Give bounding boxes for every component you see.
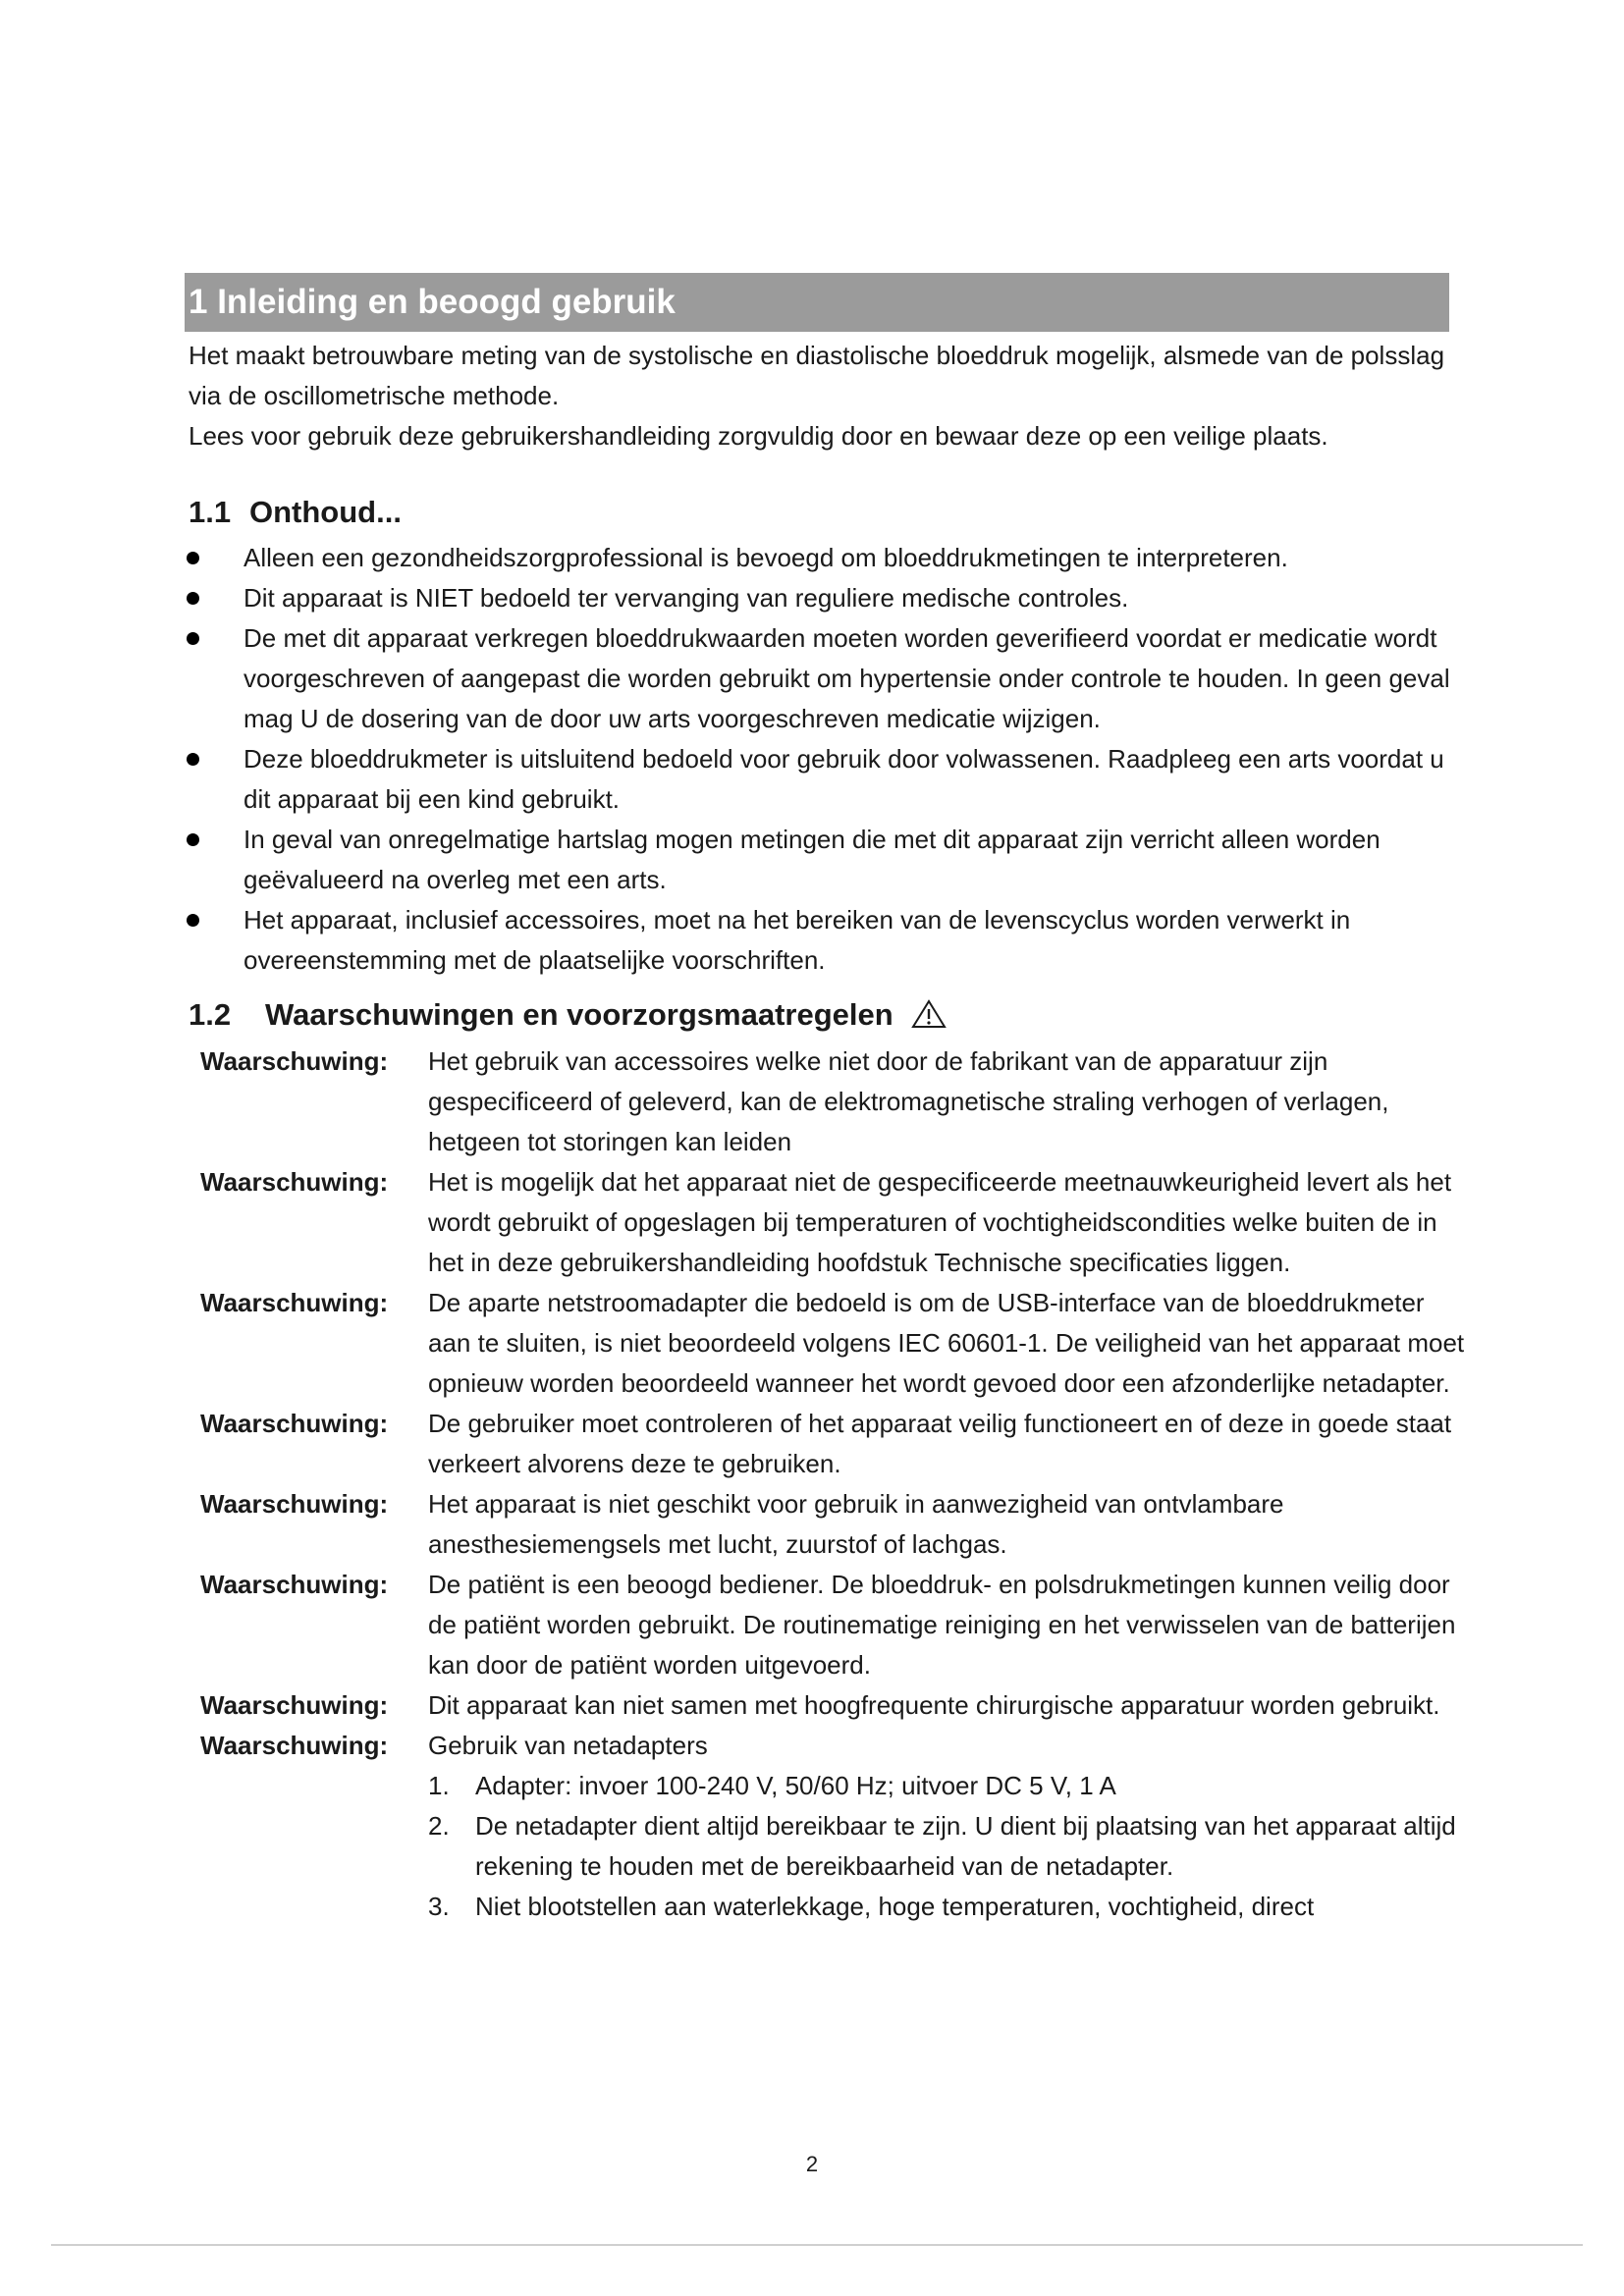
warning-triangle-icon [911, 999, 947, 1037]
list-item: 3. Niet blootstellen aan waterlekkage, hoge temperaturen, vochtigheid, direct [428, 1892, 1315, 1921]
warning-label: Waarschuwing: [200, 1409, 389, 1438]
chapter-title: 1 Inleiding en beoogd gebruik [185, 273, 1449, 332]
warning-label: Waarschuwing: [200, 1167, 389, 1197]
list-item: 2. De netadapter dient altijd bereikbaar te zijn. U dient bij plaatsing van het apparaat altijd rekening te houden met de bereikbaarheid van de netadapter. [428, 1811, 1456, 1881]
warning-item [200, 1685, 1467, 1726]
warning-label: Waarschuwing: [200, 1288, 389, 1317]
warning-item [200, 1283, 1467, 1404]
bullet-icon [187, 753, 199, 766]
list-item: Alleen een gezondheidszorgprofessional is bevoegd om bloeddrukmetingen te interpreteren. [183, 538, 1459, 578]
warning-text [428, 1726, 1467, 1927]
section-heading-1-1 [189, 495, 402, 530]
intro-paragraph: Lees voor gebruik deze gebruikershandleiding zorgvuldig door en bewaar deze op een veilige plaats. [189, 421, 1328, 451]
warning-text: Het apparaat is niet geschikt voor gebruik in aanwezigheid van ontvlambare anesthesiemengsels met lucht, zuurstof of lachgas. [428, 1489, 1284, 1559]
warning-item [200, 1565, 1467, 1685]
warning-text: De patiënt is een beoogd bediener. De bloeddruk- en polsdrukmetingen kunnen veilig door de patiënt worden gebruikt. De routinematige reiniging en het verwisselen van de batterijen kan door de patiënt worden uitgevoerd. [428, 1570, 1456, 1680]
warning-text: Dit apparaat kan niet samen met hoogfrequente chirurgische apparatuur worden gebruikt. [428, 1690, 1440, 1720]
section-heading-1-2 [189, 997, 947, 1037]
warning-item [200, 1162, 1467, 1283]
warning-text: De gebruiker moet controleren of het apparaat veilig functioneert en of deze in goede staat verkeert alvorens deze te gebruiken. [428, 1409, 1452, 1478]
bullet-icon [187, 592, 199, 605]
bullet-icon [187, 632, 199, 645]
adapter-list [428, 1766, 1467, 1927]
adapter-intro: Gebruik van netadapters [428, 1731, 708, 1760]
warning-item [200, 1484, 1467, 1565]
bullet-icon [187, 914, 199, 927]
bullet-icon [187, 833, 199, 846]
list-item: 1. Adapter: invoer 100-240 V, 50/60 Hz; uitvoer DC 5 V, 1 A [428, 1771, 1116, 1800]
warning-item [200, 1404, 1467, 1484]
warning-label: Waarschuwing: [200, 1570, 389, 1599]
warnings-list [200, 1041, 1467, 1927]
reminder-list [183, 538, 1459, 981]
bullet-icon [187, 552, 199, 564]
list-item: Het apparaat, inclusief accessoires, moet na het bereiken van de levenscyclus worden verwerkt in overeenstemming met de plaatselijke voorschriften. [183, 900, 1459, 981]
list-item: Deze bloeddrukmeter is uitsluitend bedoeld voor gebruik door volwassenen. Raadpleeg een arts voordat u dit apparaat bij een kind gebruikt. [183, 739, 1459, 820]
warning-item [200, 1726, 1467, 1927]
warning-text: Het gebruik van accessoires welke niet door de fabrikant van de apparatuur zijn gespecificeerd of geleverd, kan de elektromagnetische straling verhogen of verlagen, hetgeen tot storingen kan leiden [428, 1046, 1389, 1156]
footer-divider [51, 2244, 1583, 2246]
section-number: 1.1 [189, 495, 232, 529]
list-item: In geval van onregelmatige hartslag mogen metingen die met dit apparaat zijn verricht alleen worden geëvalueerd na overleg met een arts. [183, 820, 1459, 900]
section-title: Waarschuwingen en voorzorgsmaatregelen [265, 997, 893, 1032]
list-item: De met dit apparaat verkregen bloeddrukwaarden moeten worden geverifieerd voordat er medicatie wordt voorgeschreven of aangepast die worden gebruikt om hypertensie onder controle te houden. In geen geval mag U de dosering van de door uw arts voorgeschreven medicatie wijzigen. [183, 618, 1459, 739]
warning-label: Waarschuwing: [200, 1489, 389, 1519]
intro-paragraph: Het maakt betrouwbare meting van de systolische en diastolische bloeddruk mogelijk, alsmede van de polsslag via de oscillometrische methode. [189, 341, 1445, 410]
section-title: Onthoud... [249, 495, 402, 529]
warning-item [200, 1041, 1467, 1162]
section-number: 1.2 [189, 997, 232, 1032]
warning-text: De aparte netstroomadapter die bedoeld is om de USB-interface van de bloeddrukmeter aan te sluiten, is niet beoordeeld volgens IEC 60601-1. De veiligheid van het apparaat moet opnieuw worden beoordeeld wanneer het wordt gevoed door een afzonderlijke netadapter. [428, 1288, 1465, 1398]
warning-label: Waarschuwing: [200, 1690, 389, 1720]
intro-text [189, 336, 1455, 456]
warning-label: Waarschuwing: [200, 1731, 389, 1760]
warning-text: Het is mogelijk dat het apparaat niet de gespecificeerde meetnauwkeurigheid levert als het wordt gebruikt of opgeslagen bij temperaturen of vochtigheidscondities welke buiten de in het in deze gebruikershandleiding hoofdstuk Technische specificaties liggen. [428, 1167, 1452, 1277]
page-number: 2 [805, 2152, 819, 2176]
list-item: Dit apparaat is NIET bedoeld ter vervanging van reguliere medische controles. [183, 578, 1459, 618]
warning-label: Waarschuwing: [200, 1046, 389, 1076]
